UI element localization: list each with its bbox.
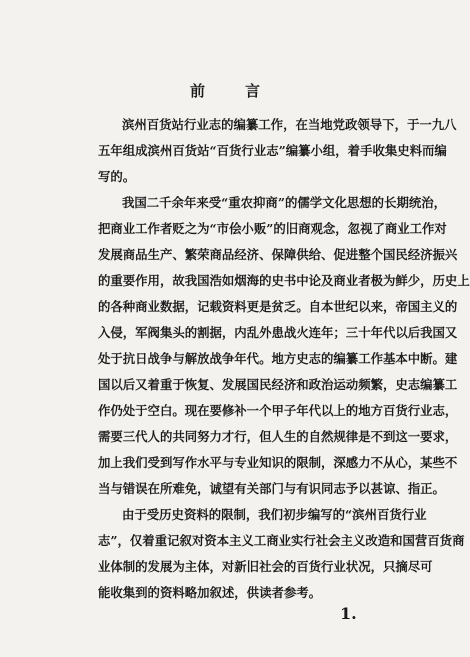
text-line: 我国二千余年来受“重农抑商”的儒学文化思想的长期统治， bbox=[122, 195, 447, 210]
text-line: 处于抗日战争与解放战争年代。地方史志的编纂工作基本中断。建 bbox=[98, 351, 458, 366]
text-line: 国以后又着重于恢复、发展国民经济和政治运动频繁，史志编纂工 bbox=[98, 377, 458, 392]
text-line: 作仍处于空白。现在要修补一个甲子年代以上的地方百货行业志， bbox=[98, 403, 458, 418]
text-line: 的各种商业数据，记载资料更是贫乏。自本世纪以来，帝国主义的 bbox=[98, 299, 458, 314]
text-line: 的重要作用，故我国浩如烟海的史书中论及商业者极为鲜少，历史上 bbox=[98, 273, 470, 288]
text-line: 写的。 bbox=[98, 169, 136, 184]
text-line: 把商业工作者贬之为“市侩小贩”的旧商观念，忽视了商业工作对 bbox=[98, 221, 447, 236]
text-line: 入侵，军阀集头的割据，内乱外患战火连年；三十年代以后我国又 bbox=[98, 325, 458, 340]
text-line: 加上我们受到写作水平与专业知识的限制，深感力不从心，某些不 bbox=[98, 455, 458, 470]
text-line: 由于受历史资料的限制，我们初步编写的“滨州百货行业 bbox=[122, 507, 427, 522]
text-line: 业体制的发展为主体，对新旧社会的百货行业状况，只摘尽可 bbox=[98, 559, 433, 574]
text-line: 五年组成滨州百货站“百货行业志”编纂小组，着手收集史料而编 bbox=[98, 143, 447, 158]
text-line: 发展商品生产、繁荣商品经济、保障供给、促进整个国民经济振兴 bbox=[98, 247, 458, 262]
text-line: 能收集到的资料略加叙述，供读者参考。 bbox=[98, 585, 322, 600]
text-line: 滨州百货站行业志的编纂工作，在当地党政领导下，于一九八 bbox=[122, 117, 457, 132]
text-line: 需要三代人的共同努力才行，但人生的自然规律是不到这一要求， bbox=[98, 429, 458, 444]
page-title: 前言 bbox=[189, 82, 300, 100]
text-line: 志”，仅着重记叙对资本主义工商业实行社会主义改造和国营百货商 bbox=[98, 533, 465, 548]
text-line: 当与错误在所难免，诚望有关部门与有识同志予以甚谅、指正。 bbox=[98, 481, 445, 496]
page-number: 1. bbox=[340, 604, 357, 623]
preface-body bbox=[98, 112, 470, 606]
